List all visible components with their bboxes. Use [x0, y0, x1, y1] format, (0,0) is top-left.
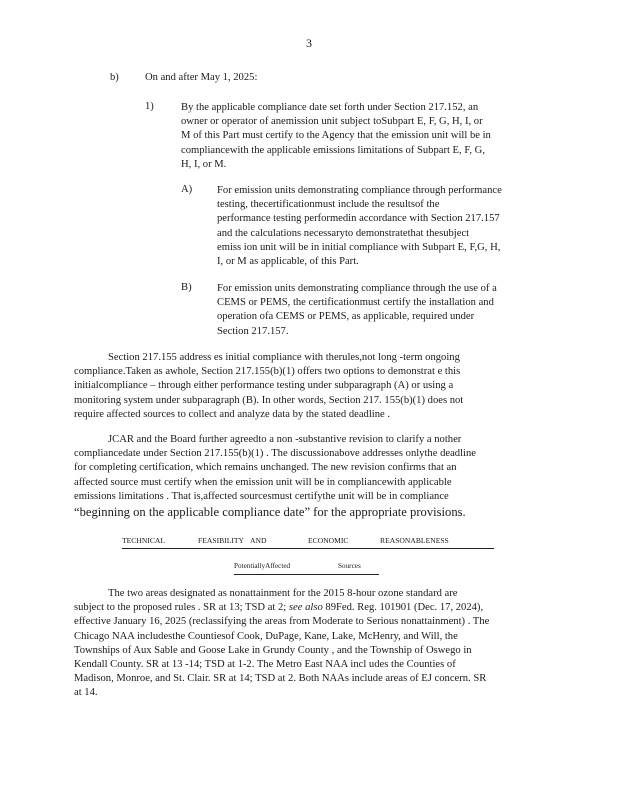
- item-b-text: On and after May 1, 2025:: [145, 72, 258, 83]
- item-b2-line: operation ofa CEMS or PEMS, as applicable, required under: [217, 311, 475, 323]
- paragraph-text: subject to the proposed rules . SR at 13; TSD at 2;: [74, 602, 287, 614]
- paragraph-initial-compliance: [74, 351, 463, 422]
- item-a-label: A): [181, 184, 193, 195]
- item-1-line: M of this Part must certify to the Agency that the emission unit will be in: [181, 130, 491, 142]
- item-b2-text: [217, 282, 497, 339]
- paragraph-line: effective January 16, 2025 (reclassifying the areas from Moderate to Serious nonattainment) . The: [74, 616, 490, 628]
- item-1-line: H, I, or M.: [181, 158, 227, 170]
- paragraph-compliance-date: [74, 433, 476, 518]
- item-b-label: b): [110, 72, 119, 83]
- heading-word: ECONOMIC: [308, 536, 349, 545]
- subheading-word: Sources: [338, 562, 361, 570]
- item-a-line: For emission units demonstrating compliance through performance: [217, 185, 502, 196]
- paragraph-line: compliance.Taken as awhole, Section 217.155(b)(1) offers two options to demonstrat e this: [74, 366, 461, 378]
- item-1-line: By the applicable compliance date set forth under Section 217.152, an: [181, 102, 479, 113]
- paragraph-line: Madison, Monroe, and St. Clair. SR at 14; TSD at 2. Both NAAs include areas of EJ concern. SR: [74, 673, 487, 685]
- subsection-heading: [234, 562, 379, 575]
- item-b2-line: For emission units demonstrating compliance through the use of a: [217, 283, 497, 294]
- subheading-word: PotentiallyAffected: [234, 562, 291, 570]
- page-number: 3: [306, 36, 312, 50]
- paragraph-line: Kendall County. SR at 13 -14; TSD at 1-2. The Metro East NAA incl udes the Counties of: [74, 658, 456, 670]
- item-1-label: 1): [145, 101, 154, 112]
- paragraph-line: monitoring system under subparagraph (B). In other words, Section 217. 155(b)(1) does not: [74, 394, 464, 406]
- paragraph-line: Chicago NAA includesthe Countiesof Cook, DuPage, Kane, Lake, McHenry, and Will, the: [74, 630, 458, 642]
- heading-word: TECHNICAL: [122, 536, 166, 545]
- item-a-line: I, or M as applicable, of this Part.: [217, 255, 359, 267]
- paragraph-last-line: “beginning on the applicable compliance date” for the appropriate provisions.: [74, 504, 466, 519]
- item-a-line: emiss ion unit will be in initial compliance with Subpart E, F,G, H,: [217, 241, 501, 253]
- heading-word: REASONABLENESS: [380, 536, 449, 545]
- paragraph-text: 89Fed. Reg. 101901 (Dec. 17, 2024),: [325, 602, 484, 614]
- item-b2-line: Section 217.157.: [217, 325, 289, 337]
- paragraph-line: [74, 601, 489, 615]
- item-a-line: performance testing performedin accordance with Section 217.157: [217, 213, 500, 225]
- paragraph-line: JCAR and the Board further agreedto a non -substantive revision to clarify a nother: [108, 434, 462, 445]
- heading-word: AND: [250, 536, 267, 545]
- section-heading: [122, 536, 494, 549]
- item-1-text: [181, 101, 491, 172]
- item-1-line: owner or operator of anemission unit subject toSubpart E, F, G, H, I, or: [181, 116, 483, 128]
- item-a-line: and the calculations necessaryto demonstratethat thesubject: [217, 227, 470, 239]
- paragraph-line: Section 217.155 address es initial compliance with therules,not long -term ongoing: [108, 352, 460, 363]
- heading-word: FEASIBILITY: [198, 536, 244, 545]
- paragraph-line: Townships of Aux Sable and Goose Lake in Grundy County , and the Township of Oswego in: [74, 644, 472, 656]
- item-b2-label: B): [181, 282, 192, 293]
- paragraph-line: at 14.: [74, 687, 98, 699]
- paragraph-line: affected source must certify when the emission unit will be in compliancewith applicable: [74, 476, 452, 488]
- paragraph-line: initialcompliance – through either performance testing under subparagraph (A) or using a: [74, 380, 454, 392]
- item-b2-line: CEMS or PEMS, the certificationmust certify the installation and: [217, 297, 494, 309]
- paragraph-line: emissions limitations . That is,affected sourcesmust certifythe unit will be in compliance: [74, 490, 449, 502]
- paragraph-line: require affected sources to collect and analyze data by the stated deadline .: [74, 408, 390, 420]
- paragraph-line: for completing certification, which remains unchanged. The new revision confirms that an: [74, 462, 457, 474]
- item-1-line: compliancewith the applicable emissions limitations of Subpart E, F, G,: [181, 144, 485, 156]
- paragraph-affected-sources: [74, 587, 489, 701]
- paragraph-line: compliancedate under Section 217.155(b)(1) . The discussionabove addresses onlythe deadline: [74, 448, 476, 460]
- paragraph-line: The two areas designated as nonattainment for the 2015 8-hour ozone standard are: [108, 588, 458, 599]
- citation-signal: see also: [288, 602, 323, 614]
- item-a-text: [217, 184, 502, 269]
- item-a-line: testing, thecertificationmust include the resultsof the: [217, 199, 440, 211]
